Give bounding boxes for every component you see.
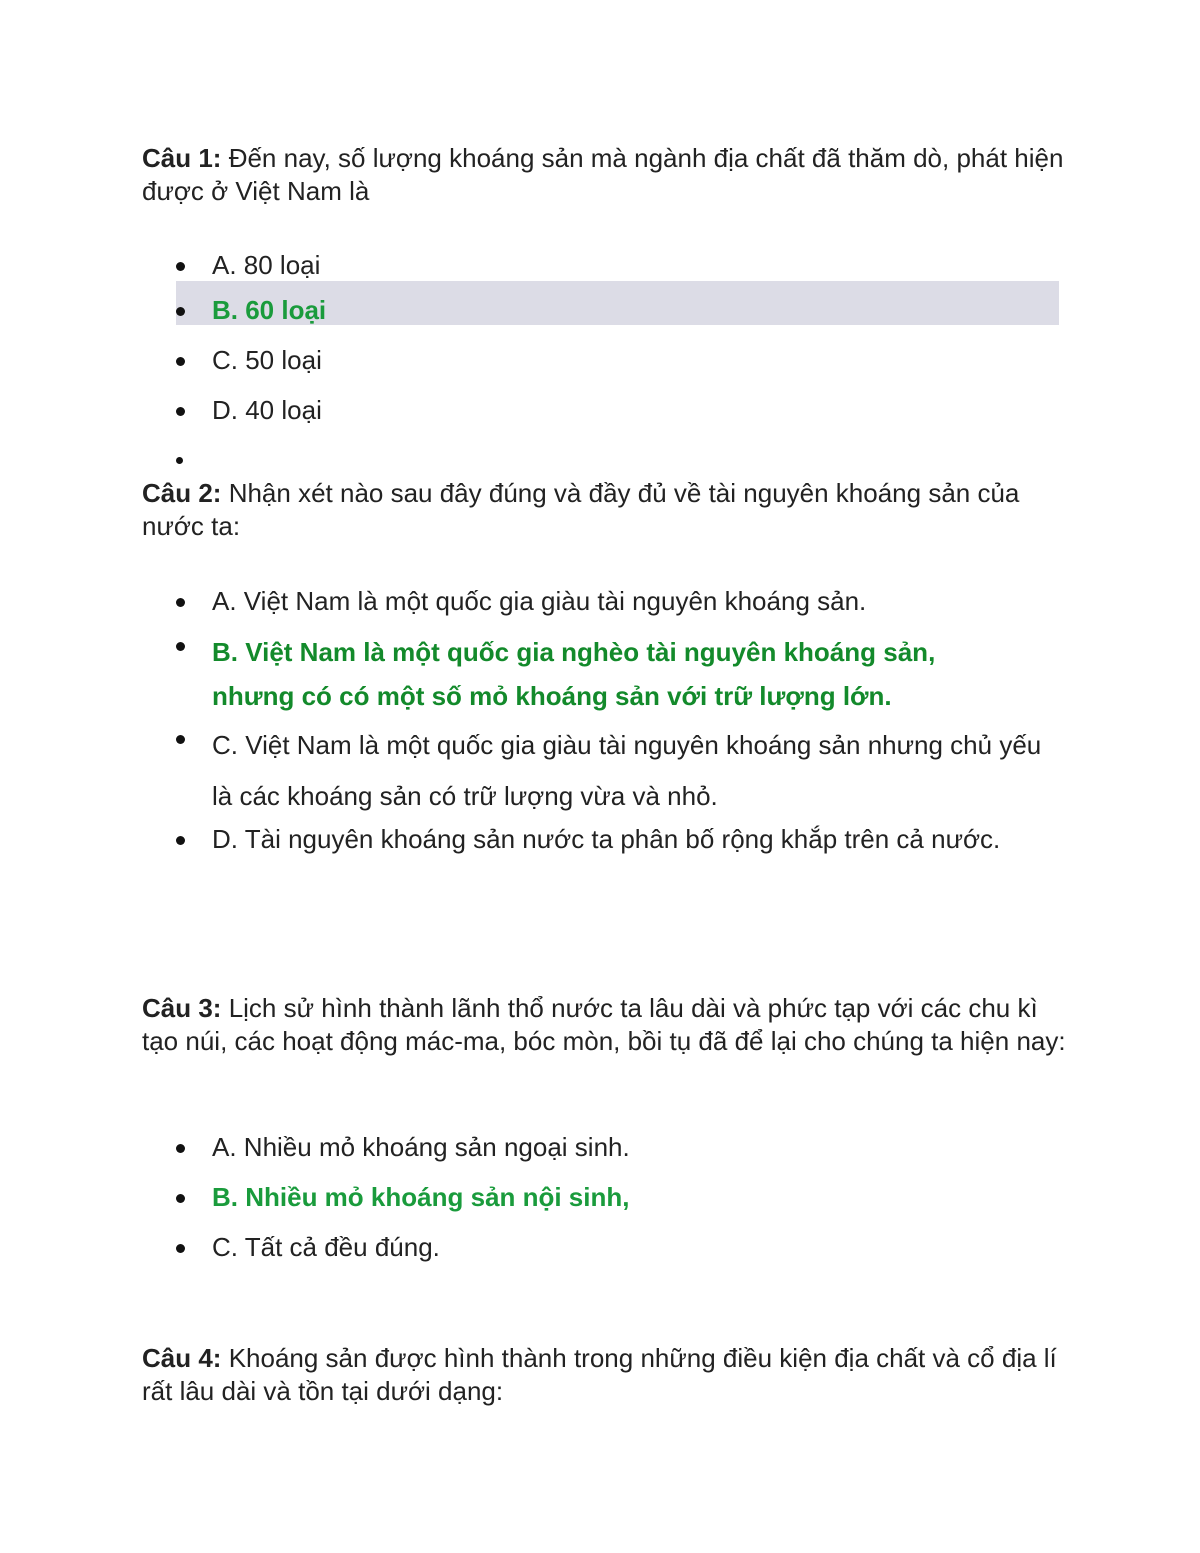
bullet-icon (176, 457, 183, 464)
question-2-text: Nhận xét nào sau đây đúng và đầy đủ về tài nguyên khoáng sản của nước ta: (142, 478, 1020, 541)
bullet-icon (176, 1144, 185, 1153)
bullet-icon (176, 735, 185, 744)
question-4-text: Khoáng sản được hình thành trong những điều kiện địa chất và cổ địa lí rất lâu dài và tồn tại dưới dạng: (142, 1343, 1057, 1406)
q1-option-c[interactable]: C. 50 loại (212, 345, 322, 375)
bullet-icon (176, 262, 185, 271)
question-1 (142, 142, 1072, 208)
q2-option-d[interactable]: D. Tài nguyên khoáng sản nước ta phân bố rộng khắp trên cả nước. (212, 824, 1001, 854)
q2-option-b[interactable]: B. Việt Nam là một quốc gia nghèo tài nguyên khoáng sản, nhưng có có một số mỏ khoáng sản với trữ lượng lớn. (212, 637, 936, 711)
bullet-icon (176, 407, 185, 416)
question-2-label: Câu 2: (142, 478, 222, 508)
q3-option-a[interactable]: A. Nhiều mỏ khoáng sản ngoại sinh. (212, 1132, 630, 1162)
q1-option-a[interactable]: A. 80 loại (212, 250, 321, 280)
bullet-icon (176, 1244, 185, 1253)
question-2 (142, 477, 1072, 543)
bullet-icon (176, 642, 185, 651)
question-4-label: Câu 4: (142, 1343, 222, 1373)
question-3-label: Câu 3: (142, 993, 222, 1023)
question-1-text: Đến nay, số lượng khoáng sản mà ngành địa chất đã thăm dò, phát hiện được ở Việt Nam là (142, 143, 1064, 206)
bullet-icon (176, 598, 185, 607)
q2-option-c[interactable]: C. Việt Nam là một quốc gia giàu tài nguyên khoáng sản nhưng chủ yếu là các khoáng sản có trữ lượng vừa và nhỏ. (212, 730, 1042, 811)
bullet-icon (176, 836, 185, 845)
bullet-icon (176, 307, 185, 316)
q3-option-b[interactable]: B. Nhiều mỏ khoáng sản nội sinh, (212, 1182, 630, 1212)
q2-option-a[interactable]: A. Việt Nam là một quốc gia giàu tài nguyên khoáng sản. (212, 586, 867, 616)
question-4 (142, 1342, 1072, 1408)
bullet-icon (176, 1194, 185, 1203)
q1-option-d[interactable]: D. 40 loại (212, 395, 322, 425)
question-3-text: Lịch sử hình thành lãnh thổ nước ta lâu dài và phức tạp với các chu kì tạo núi, các hoạt động mác-ma, bóc mòn, bồi tụ đã để lại cho chúng ta hiện nay: (142, 993, 1066, 1056)
q1-option-b[interactable]: B. 60 loại (212, 295, 327, 325)
question-1-label: Câu 1: (142, 143, 222, 173)
question-3 (142, 992, 1072, 1058)
q3-option-c[interactable]: C. Tất cả đều đúng. (212, 1232, 440, 1262)
bullet-icon (176, 357, 185, 366)
